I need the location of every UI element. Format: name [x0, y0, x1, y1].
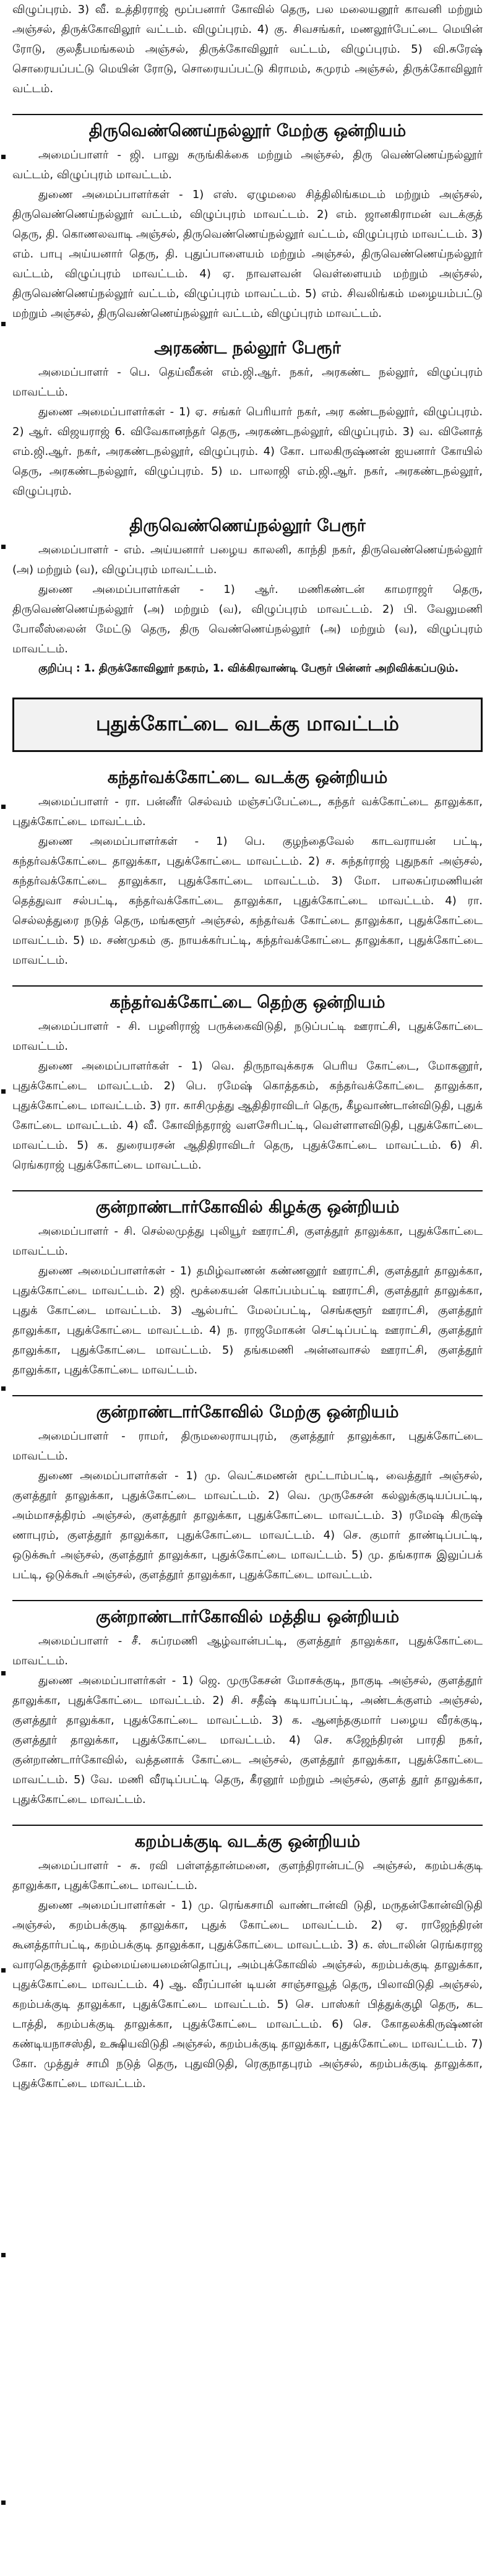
newspaper-column [12, 0, 483, 2576]
deputies-paragraph: துணை அமைப்பாளர்கள் - 1) ஆர். மணிகண்டன் காமராஜர் தெரு, திருவெண்ணெய்நல்லூர் (அ) மற்றும் (வ), விழுப்புரம் மாவட்டம். 2) பி. வேலுமணி போலீஸ்லைன் மேட்டு தெரு, திரு வெண்ணெய்நல்லூர் (அ) மற்றும் (வ), விழுப்புரம் மாவட்டம். [12, 583, 483, 655]
deputies-paragraph: துணை அமைப்பாளர்கள் - 1) ஏ. சங்கர் பெரியார் நகர், அர கண்டநல்லூர், விழுப்புரம். 2) ஆர். விஜயராஜ் 6. விவேகானந்தர் தெரு, அரகண்டநல்லூர், விழுப்புரம். 3) வ. வினோத் எம்.ஜி.ஆர். நகர், அரகண்டநல்லூர், விழுப்புரம். 4) கோ. பாலகிருஷ்ணன் ஐயனார் கோயில் தெரு, அரகண்டநல்லூர், விழுப்புரம். 5) ம. பாலாஜி எம்.ஜி.ஆர். நகர், அரகண்டநல்லூர், விழுப்புரம். [12, 405, 483, 498]
section-thiruvennainallur-west [12, 114, 483, 324]
section-title: திருவெண்ணெய்நல்லூர் மேற்கு ஒன்றியம் [12, 114, 483, 143]
organizer-paragraph: அமைப்பாளர் - சு. ரவி பள்ளத்தான்மனை, குளந்திரான்பட்டு அஞ்சல், கறம்பக்குடி தாலுக்கா, புதுக்கோட்டை மாவட்டம். [12, 1859, 483, 1892]
section-title: குன்றாண்டார்கோவில் மத்திய ஒன்றியம் [12, 1600, 483, 1629]
margin-mark [1, 1386, 6, 1391]
margin-mark [1, 1671, 6, 1675]
deputies-paragraph: துணை அமைப்பாளர்கள் - 1) பெ. குழந்தைவேல் காடவராயன் பட்டி, கந்தர்வக்கோட்டை தாலுக்கா, புதுக்கோட்டை மாவட்டம். 2) ச. சுந்தர்ராஜ் புதுநகர் அஞ்சல், கந்தர்வக்கோட்டை தாலுக்கா, புதுக்கோட்டை மாவட்டம். 3) மோ. பாலசுப்ரமணியன் தெத்துவா சல்பட்டி, கந்தர்வக்கோட்டை தாலுக்கா, புதுக்கோட்டை மாவட்டம். 4) ரா. செல்லத்துரை நடுத் தெரு, மங்களூர் அஞ்சல், கந்தர்வக் கோட்டை தாலுக்கா, புதுக்கோட்டை மாவட்டம். 5) ம. சண்முகம் கு. நாயக்கர்பட்டி, கந்தர்வக்கோட்டை தாலுக்கா, புதுக்கோட்டை மாவட்டம். [12, 835, 483, 967]
section-title: திருவெண்ணெய்நல்லூர் பேரூர் [129, 516, 366, 535]
margin-mark [1, 322, 6, 326]
section-title: குன்றாண்டார்கோவில் மேற்கு ஒன்றியம் [12, 1395, 483, 1424]
deputies-paragraph: துணை அமைப்பாளர்கள் - 1) எஸ். ஏழுமலை சித்திலிங்கமடம் மற்றும் அஞ்சல், திருவெண்ணெய்நல்லூர் வட்டம், விழுப்புரம் மாவட்டம். 2) எம். ஜானகிராமன் வடக்குத் தெரு, தி. கொணலவாடி அஞ்சல், திருவெண்ணெய்நல்லூர் வட்டம், விழுப்புரம் மாவட்டம். 3) எம். பாபு அய்யனார் தெரு, தி. புதுப்பாளையம் மற்றும் அஞ்சல், திருவெண்ணெய்நல்லூர் வட்டம், விழுப்புரம் மாவட்டம். 4) ஏ. நாவளவன் வெள்ளையம் மற்றும் அஞ்சல், திருவெண்ணெய்நல்லூர் வட்டம், விழுப்புரம் மாவட்டம். 5) எம். சிவலிங்கம் மழையம்பட்டு மற்றும் அஞ்சல், திருவெண்ணெய்நல்லூர் வட்டம், விழுப்புரம் மாவட்டம். [12, 188, 483, 320]
section-arakandanallur [12, 339, 483, 501]
margin-mark [1, 2500, 6, 2505]
section-thiruvennainallur-town [12, 516, 483, 659]
intro-paragraph: விழுப்புரம். 3) வீ. உத்திரராஜ் மூப்பனார் கோவில் தெரு, பல மலையனூர் காவனி மற்றும் அஞ்சல், திருக்கோவிலூர் வட்டம். விழுப்புரம். 4) கு. சிவசங்கர், மணலூர்பேட்டை மெயின் ரோடு, குலதீபமங்கலம் அஞ்சல், திருக்கோவிலூர் வட்டம், விழுப்புரம். 5) வி.சுரேஷ் சொரையப்பட்டு மெயின் ரோடு, சொரையப்பட்டு கிராமம், சுமுரம் அஞ்சல், திருக்கோவிலூர் வட்டம். [12, 3, 483, 95]
deputies-paragraph: துணை அமைப்பாளர்கள் - 1) தமிழ்வாணன் கண்ணனூர் ஊராட்சி, குளத்தூர் தாலுக்கா, புதுக்கோட்டை மாவட்டம். 2) ஜி. மூக்கையன் கொப்பம்பட்டி ஊராட்சி, குளத்தூர் தாலுக்கா, புதுக் கோட்டை மாவட்டம். 3) ஆல்பர்ட் மேலப்பட்டி, செங்களூர் ஊராட்சி, குளத்தூர் தாலுக்கா, புதுக்கோட்டை மாவட்டம். 4) ந. ராஜமோகன் செட்டிப்பட்டி ஊராட்சி, குளத்தூர் தாலுக்கா, புதுக்கோட்டை மாவட்டம். 5) தங்கமணி அன்னவாசல் ஊராட்சி, குளத்தூர் தாலுக்கா, புதுக்கோட்டை மாவட்டம். [12, 1264, 483, 1377]
section-karambakudi-north [12, 1825, 483, 2094]
section-kundrandarkoil-east [12, 1190, 483, 1380]
organizer-paragraph: அமைப்பாளர் - சி. பழனிராஜ் பருக்கைவிடுதி, நடுப்பட்டி ஊராட்சி, புதுக்கோட்டை மாவட்டம். [12, 1020, 483, 1053]
section-title: அரகண்ட நல்லூர் பேரூர் [154, 339, 341, 358]
section-title: கந்தர்வக்கோட்டை தெற்கு ஒன்றியம் [12, 985, 483, 1014]
margin-mark [1, 155, 6, 159]
section-title: குன்றாண்டார்கோவில் கிழக்கு ஒன்றியம் [12, 1190, 483, 1219]
organizer-paragraph: அமைப்பாளர் - சீ. சுப்ரமணி ஆழ்வான்பட்டி, குளத்தூர் தாலுக்கா, புதுக்கோட்டை மாவட்டம். [12, 1635, 483, 1667]
left-gutter-marks [0, 0, 7, 2576]
organizer-paragraph: அமைப்பாளர் - பெ. தெய்வீகன் எம்.ஜி.ஆர். நகர், அரகண்ட நல்லூர், விழுப்புரம் மாவட்டம். [12, 366, 483, 399]
section-title: கந்தர்வக்கோட்டை வடக்கு ஒன்றியம் [107, 768, 388, 787]
organizer-paragraph: அமைப்பாளர் - ராமர், திருமலைராயபுரம், குளத்தூர் தாலுக்கா, புதுக்கோட்டை மாவட்டம். [12, 1430, 483, 1463]
margin-mark [1, 805, 6, 809]
deputies-paragraph: துணை அமைப்பாளர்கள் - 1) வெ. திருநாவுக்கரசு பெரிய கோட்டை, மோகனூர், புதுக்கோட்டை மாவட்டம். 2) பெ. ரமேஷ் கொத்தகம், கந்தர்வக்கோட்டை தாலுக்கா, புதுக்கோட்டை மாவட்டம். 3) ரா. காசிமுத்து ஆதிதிராவிடர் தெரு, கீழவாண்டான்விடுதி, புதுக் கோட்டை மாவட்டம். 4) வீ. கோவிந்தராஜ் வளசேரிபட்டி, வெள்ளாளவிடுதி, புதுக்கோட்டை மாவட்டம். 5) க. துரையரசன் ஆதிதிராவிடர் தெரு, புதுக்கோட்டை மாவட்டம். 6) சி. ரெங்கராஜ் புதுக்கோட்டை மாவட்டம். [12, 1060, 483, 1172]
margin-mark [1, 545, 6, 549]
deputies-paragraph: துணை அமைப்பாளர்கள் - 1) மு. வெட்சுமணன் மூட்டாம்பட்டி, வைத்தூர் அஞ்சல், குளத்தூர் தாலுக்கா, புதுக்கோட்டை மாவட்டம். 2) வெ. முருகேசன் கல்லுக்குடியப்பட்டி, அம்மாசத்திரம் அஞ்சல், குளத்தூர் தாலுக்கா, புதுக்கோட்டை மாவட்டம். 3) ரமேஷ் கிருஷ் ணாபுரம், குளத்தூர் தாலுக்கா, புதுக்கோட்டை மாவட்டம். 4) செ. குமார் தாண்டிப்பட்டி, ஒடுக்கூர் அஞ்சல், குளத்தூர் தாலுக்கா, புதுக்கோட்டை மாவட்டம். 5) மு. தங்கராசு இலுப்பக் பட்டி, ஒடுக்கூர் அஞ்சல், குளத்தூர் தாலுக்கா, புதுக்கோட்டை மாவட்டம். [12, 1469, 483, 1581]
note-text: 1. திருக்கோவிலூர் நகரம், 1. விக்கிரவாண்டி பேரூர் பின்னர் அறிவிக்கப்படும். [84, 662, 459, 675]
organizer-paragraph: அமைப்பாளர் - எம். அய்யனார் பழைய காலனி, காந்தி நகர், திருவெண்ணெய்நல்லூர் (அ) மற்றும் (வ), விழுப்புரம் மாவட்டம். [12, 543, 483, 576]
deputies-paragraph: துணை அமைப்பாளர்கள் - 1) மு. ரெங்கசாமி வாண்டான்வி டுதி, மருதன்கோன்விடுதி அஞ்சல், கறம்பக்குடி தாலுக்கா, புதுக் கோட்டை மாவட்டம். 2) ஏ. ராஜேந்திரன் கூனத்தார்பட்டி, கறம்பக்குடி தாலுக்கா, புதுக்கோட்டை மாவட்டம். 3) க. ஸ்டாலின் ரெங்கராஜ வாரதெருத்தார் ஒம்மைய்யைமைன்தொப்பு, அம்புக்கோவில் அஞ்சல், கறம்பக்குடி தாலுக்கா, புதுக்கோட்டை மாவட்டம். 4) ஆ. வீரப்பான் டியன் சாஞ்சாவூத் தெரு, பிலாவிடுதி அஞ்சல், கறம்பக்குடி தாலுக்கா, புதுக்கோட்டை மாவட்டம். 5) செ. பாஸ்கர் பித்துக்குழி தெரு, கட டாத்தி, கறம்பக்குடி தாலுக்கா, புதுக்கோட்டை மாவட்டம். 6) செ. கோதலக்கிருஷ்ணன் கண்டியநாசஸ்தி, உக்ஷியவிடுதி அஞ்சல், கறம்பக்குடி தாலுக்கா, புதுக்கோட்டை மாவட்டம். 7) கோ. முத்துச் சாமி நடுத் தெரு, புதுவிடுதி, ரெகுநாதபுரம் அஞ்சல், கறம்பக்குடி தாலுக்கா, புதுக்கோட்டை மாவட்டம். [12, 1899, 483, 2090]
section-title: கறம்பக்குடி வடக்கு ஒன்றியம் [12, 1825, 483, 1854]
note-paragraph [12, 659, 483, 678]
section-kundrandarkoil-central [12, 1600, 483, 1810]
note-label: குறிப்பு : [38, 662, 80, 675]
margin-mark [1, 1968, 6, 1973]
section-kandarvakottai-north [12, 768, 483, 970]
margin-mark [1, 1089, 6, 1094]
section-kundrandarkoil-west [12, 1395, 483, 1585]
district-banner: புதுக்கோட்டை வடக்கு மாவட்டம் [12, 698, 483, 752]
deputies-paragraph: துணை அமைப்பாளர்கள் - 1) ஜெ. முருகேசன் மோசக்குடி, நாகுடி அஞ்சல், குளத்தூர் தாலுக்கா, புதுக்கோட்டை மாவட்டம். 2) சி. சதீஷ் கடியாப்பட்டி, அண்டக்குளம் அஞ்சல், குளத்தூர் தாலுக்கா, புதுக்கோட்டை மாவட்டம். 3) க. ஆனந்தகுமார் பழைய வீரக்குடி, குளத்தூர் தாலுக்கா, புதுக்கோட்டை மாவட்டம். 4) செ. கஜேந்திரன் பாரதி நகர், குன்றாண்டார்கோவில், வத்தனாக் கோட்டை அஞ்சல், குளத்தூர் தாலுக்கா, புதுக்கோட்டை மாவட்டம். 5) வே. மணி வீரடிப்பட்டி தெரு, கீரனூர் மற்றும் அஞ்சல், குளத் தூர் தாலுக்கா, புதுக்கோட்டை மாவட்டம். [12, 1674, 483, 1806]
organizer-paragraph: அமைப்பாளர் - ஜி. பாலு சுருங்கிக்கை மற்றும் அஞ்சல், திரு வெண்ணெய்நல்லூர் வட்டம், விழுப்புரம் மாவட்டம். [12, 149, 483, 181]
section-kandarvakottai-south [12, 985, 483, 1175]
organizer-paragraph: அமைப்பாளர் - ரா. பன்னீர் செல்வம் மஞ்சப்பேட்டை, கந்தர் வக்கோட்டை தாலுக்கா, புதுக்கோட்டை மாவட்டம். [12, 795, 483, 828]
margin-mark [1, 2253, 6, 2257]
organizer-paragraph: அமைப்பாளர் - சி. செல்லமுத்து புலியூர் ஊராட்சி, குளத்தூர் தாலுக்கா, புதுக்கோட்டை மாவட்டம். [12, 1225, 483, 1258]
